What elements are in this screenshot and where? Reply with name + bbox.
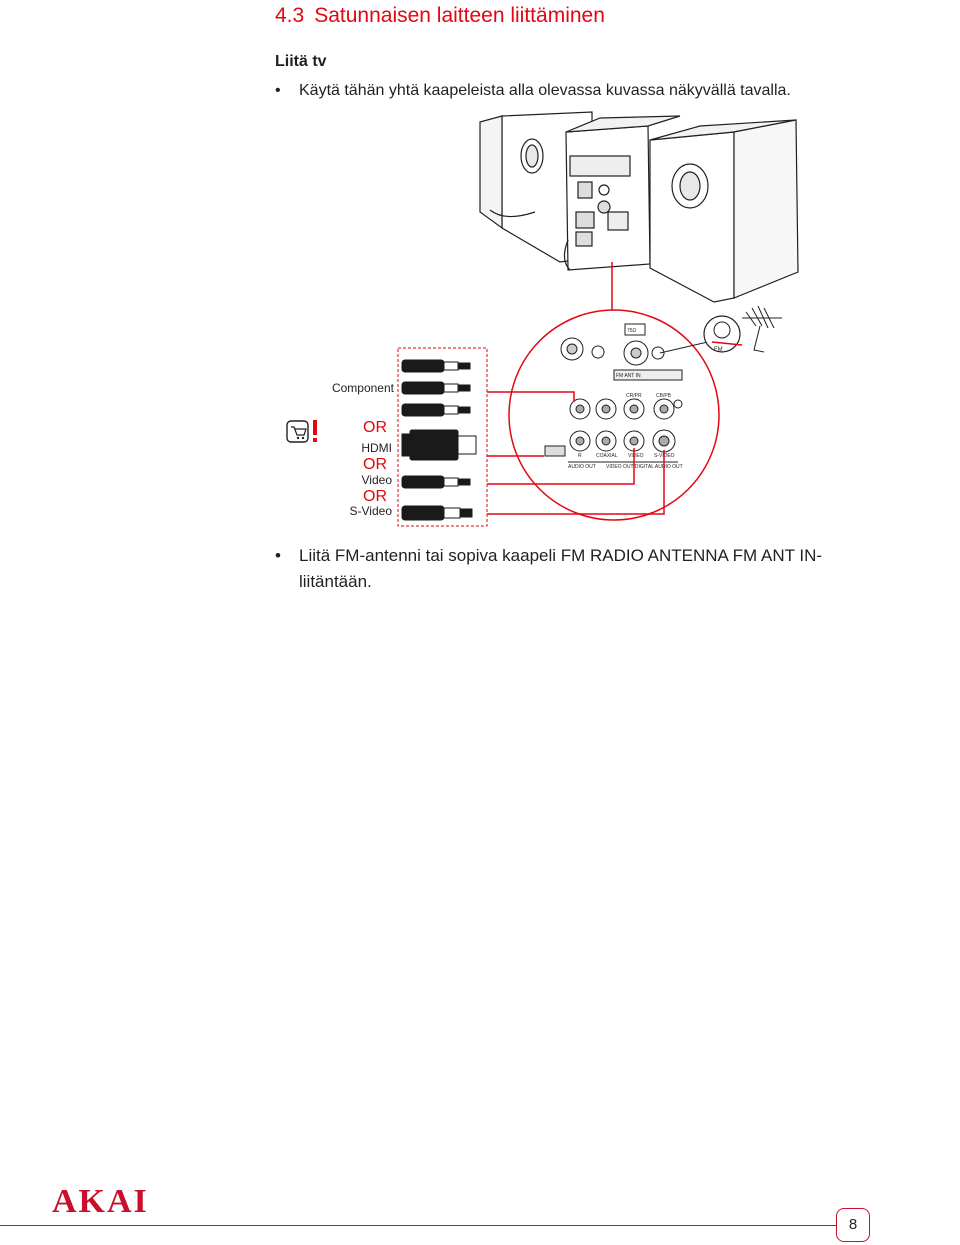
label-component: Component: [331, 381, 394, 395]
label-impedance: 75Ω: [627, 328, 637, 334]
label-video-cable: Video: [361, 473, 392, 487]
label-cr-pr: CR/PR: [626, 393, 642, 399]
label-video: VIDEO: [628, 453, 644, 459]
stereo-system-illustration: [480, 112, 798, 302]
component-cables: [402, 360, 470, 416]
bullet-text: Käytä tähän yhtä kaapeleista alla olevassa kuvassa näkyvällä tavalla.: [299, 82, 791, 99]
connection-diagram: [0, 0, 960, 540]
bullet-dot: •: [275, 546, 281, 565]
page-number: 8: [836, 1208, 870, 1242]
bullet-dot: •: [275, 82, 281, 99]
section-title: Satunnaisen laitteen liittäminen: [314, 4, 605, 27]
label-coaxial: COAXIAL: [596, 453, 618, 459]
akai-logo: AKAI: [52, 1183, 149, 1220]
bullet-text: Liitä FM-antenni tai sopiva kaapeli FM RADIO ANTENNA FM ANT IN-liitäntään.: [299, 546, 823, 591]
label-s-video: S-VIDEO: [654, 453, 675, 459]
svideo-cable: [402, 506, 472, 520]
label-video-out-digital: VIDEO OUT/DIGITAL AUDIO OUT: [606, 464, 683, 470]
label-or-2: OR: [363, 456, 387, 473]
footer-divider: [0, 1225, 836, 1226]
label-fm: FM: [714, 347, 723, 353]
label-or-3: OR: [363, 488, 387, 505]
label-fm-ant-in: FM ANT IN: [616, 373, 641, 379]
label-audio-out: AUDIO OUT: [568, 464, 596, 470]
bullet-item: [275, 543, 835, 595]
video-cable: [402, 476, 470, 488]
hdmi-cable: [402, 430, 476, 460]
antenna-icon: [742, 306, 782, 352]
shopping-cart-warning-icon: [287, 420, 317, 442]
subheading: Liitä tv: [275, 53, 327, 70]
label-svideo: S-Video: [349, 504, 392, 518]
label-cb-pb: CB/PB: [656, 393, 672, 399]
label-r: R: [578, 453, 582, 459]
label-or-1: OR: [363, 419, 387, 436]
section-number: 4.3: [275, 4, 305, 27]
label-hdmi: HDMI: [361, 441, 392, 455]
